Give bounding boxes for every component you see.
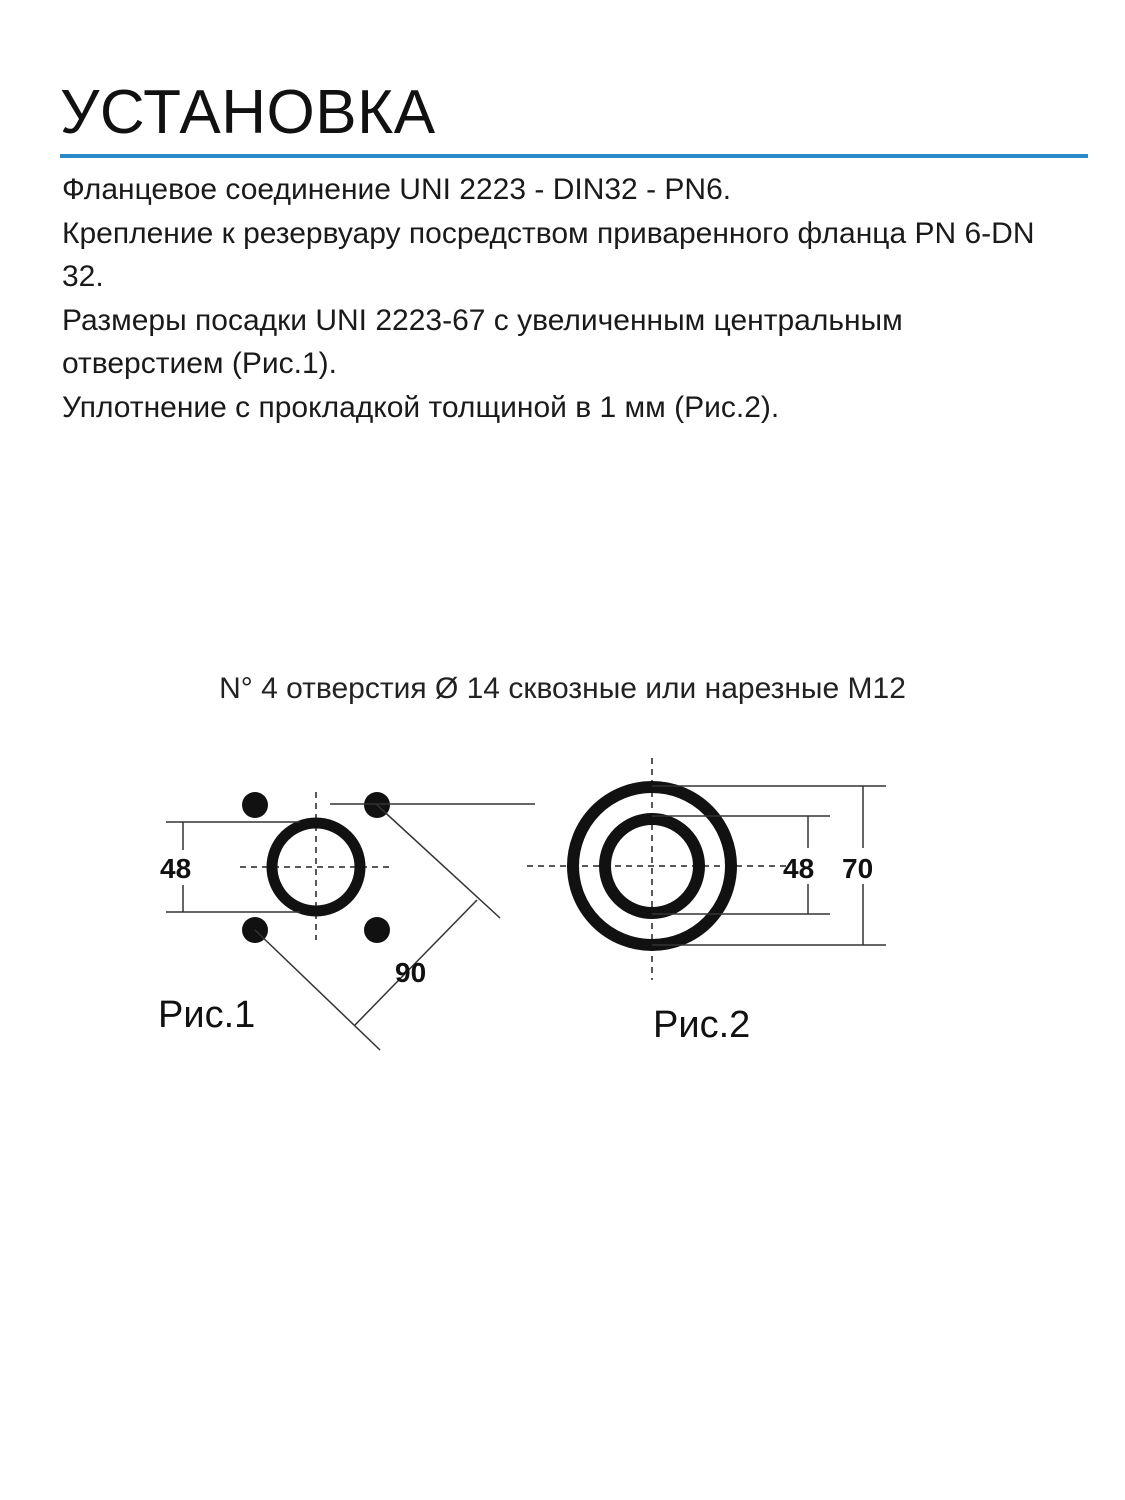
fig2-dim-70-label: 70 (842, 853, 874, 884)
paragraph-tank-mounting: Крепление к резервуару посредством приваренного фланца PN 6-DN 32. (62, 216, 1035, 293)
paragraph-gasket-seal: Уплотнение с прокладкой толщиной в 1 мм (Рис.2). (62, 390, 780, 424)
fig1-flange-drawing (158, 792, 535, 1050)
fig1-label: Рис.1 (158, 994, 256, 1036)
title-divider (60, 154, 1088, 158)
flange-diagram (0, 740, 1125, 1080)
fig2-dim-48-label: 48 (783, 853, 815, 884)
fig1-dim-48-label: 48 (160, 853, 192, 884)
paragraph-flange-connection: Фланцевое соединение UNI 2223 - DIN32 - PN6. (62, 173, 732, 206)
fig1-bolt-hole-top-left (242, 792, 268, 818)
fig1-dim-90-label: 90 (395, 957, 427, 988)
paragraph-fit-dimensions: Размеры посадки UNI 2223-67 с увеличенным центральным отверстием (Рис.1). (62, 303, 903, 380)
fig2-label: Рис.2 (653, 1004, 751, 1046)
holes-caption: N° 4 отверстия Ø 14 сквозные или нарезные M12 (219, 672, 906, 705)
page-title: УСТАНОВКА (60, 78, 436, 147)
fig1-bolt-hole-bottom-right (364, 917, 390, 943)
fig1-dimension-90 (255, 804, 535, 1050)
installation-text (62, 168, 1072, 429)
fig2-gasket-drawing (527, 758, 886, 1046)
